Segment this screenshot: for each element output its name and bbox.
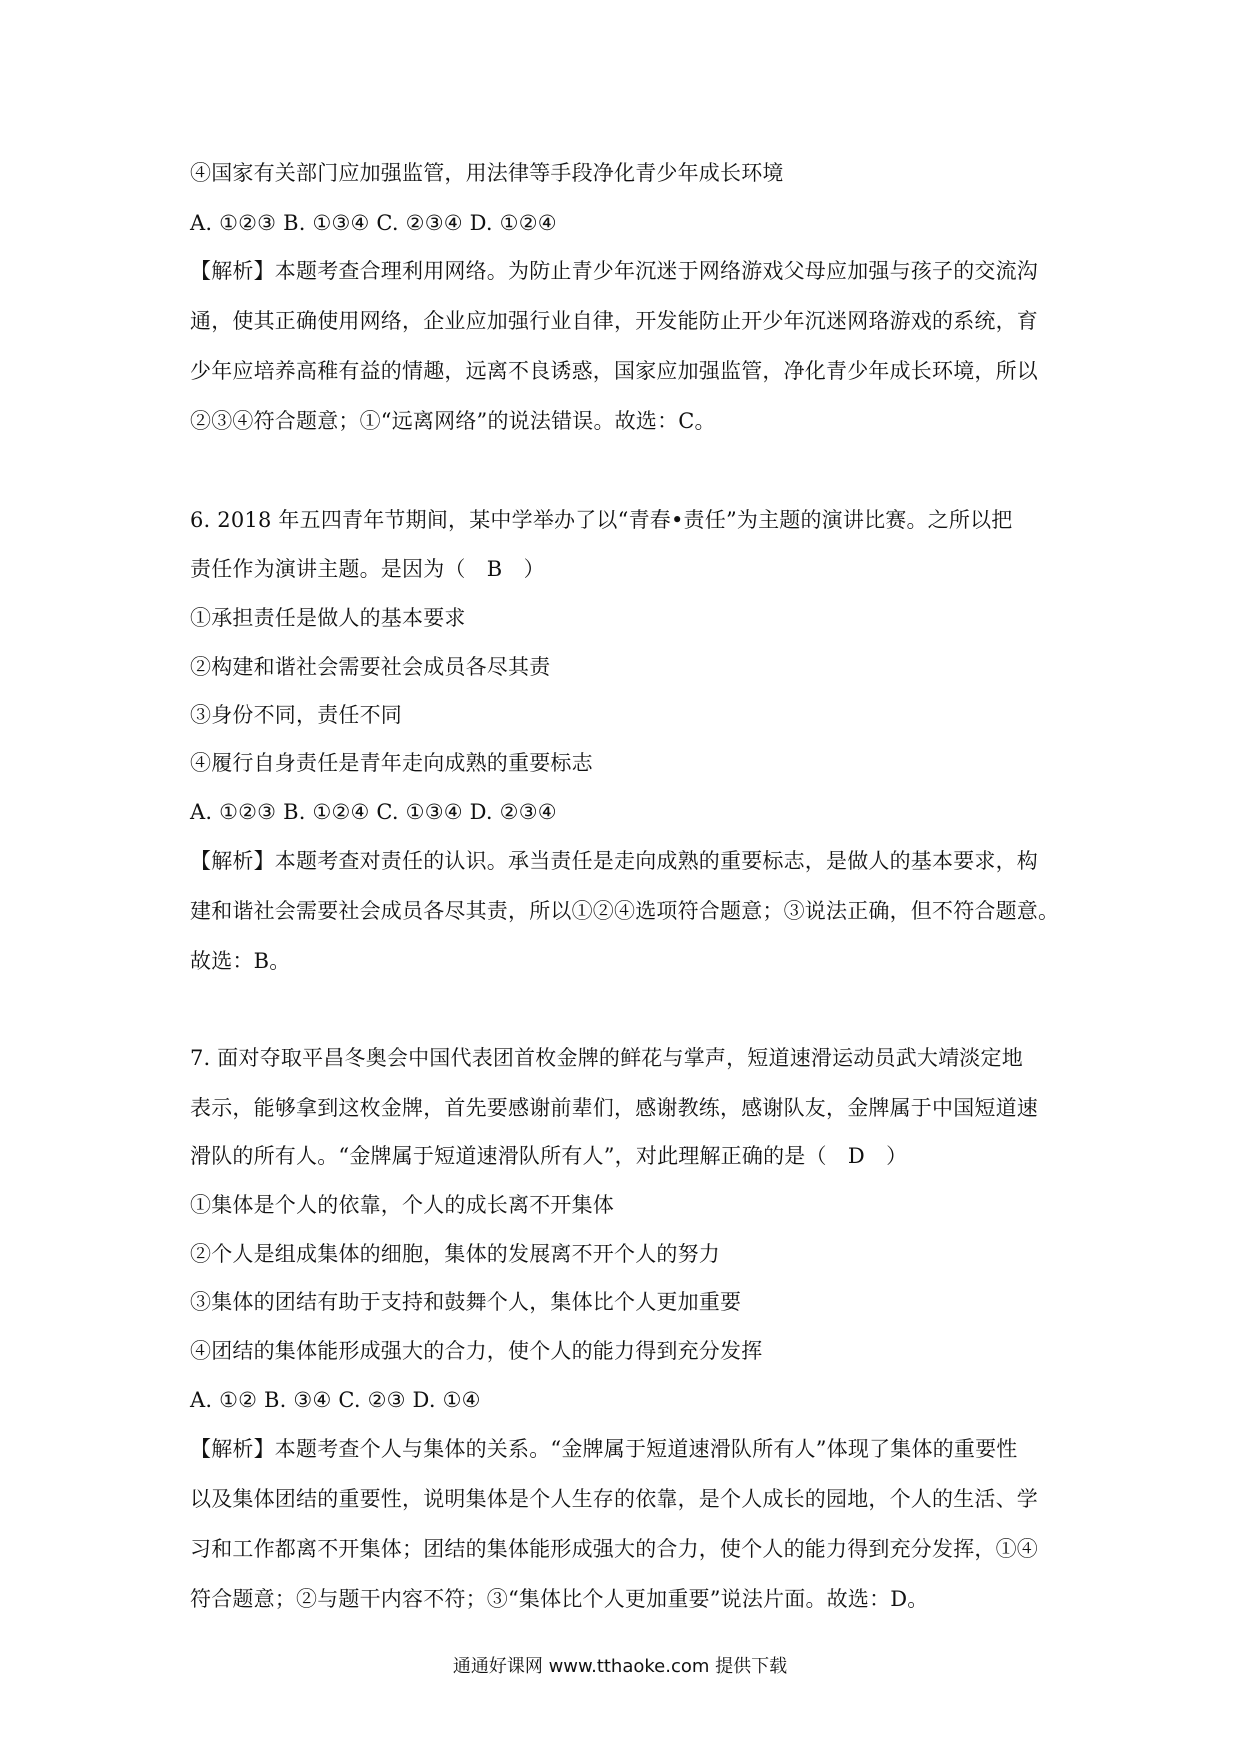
q7-analysis-line-3: 习和工作都离不开集体；团结的集体能形成强大的合力，使个人的能力得到充分发挥，①④ [190, 1537, 1038, 1561]
q7-option-2: ②个人是组成集体的细胞，集体的发展离不开个人的努力 [190, 1242, 720, 1266]
q6-option-4: ④履行自身责任是青年走向成熟的重要标志 [190, 751, 593, 775]
q7-analysis-line-4: 符合题意；②与题干内容不符；③“集体比个人更加重要”说法片面。故选：D。 [190, 1587, 929, 1611]
page-footer: 通通好课网 www.tthaoke.com 提供下载 [452, 1656, 788, 1677]
q7-option-4: ④团结的集体能形成强大的合力，使个人的能力得到充分发挥 [190, 1339, 763, 1363]
q5-analysis-line-1: 【解析】本题考查合理利用网络。为防止青少年沉迷于网络游戏父母应加强与孩子的交流沟 [190, 259, 1038, 283]
q6-stem-line-1: 6. 2018 年五四青年节期间，某中学举办了以“青春•责任”为主题的演讲比赛。之所以把 [190, 508, 1013, 532]
q5-analysis-line-3: 少年应培养高稚有益的情趣，远离不良诱惑，国家应加强监管，净化青少年成长环境，所以 [190, 359, 1038, 383]
q6-analysis-line-2: 建和谐社会需要社会成员各尽其责，所以①②④选项符合题意；③说法正确，但不符合题意。 [190, 899, 1060, 923]
q7-option-1: ①集体是个人的依靠，个人的成长离不开集体 [190, 1193, 614, 1217]
q7-stem-line-1: 7. 面对夺取平昌冬奥会中国代表团首枚金牌的鲜花与掌声，短道速滑运动员武大靖淡定地 [190, 1046, 1023, 1070]
q6-choices: A. ①②③ B. ①②④ C. ①③④ D. ②③④ [190, 800, 557, 824]
q7-choices: A. ①② B. ③④ C. ②③ D. ①④ [190, 1388, 481, 1412]
q6-stem-line-2: 责任作为演讲主题。是因为（ B ） [190, 557, 545, 581]
q6-analysis-line-1: 【解析】本题考查对责任的认识。承当责任是走向成熟的重要标志，是做人的基本要求，构 [190, 849, 1038, 873]
q7-analysis-line-2: 以及集体团结的重要性，说明集体是个人生存的依靠，是个人成长的园地，个人的生活、学 [190, 1487, 1038, 1511]
q6-option-3: ③身份不同，责任不同 [190, 703, 402, 727]
q6-analysis-line-3: 故选：B。 [190, 949, 291, 973]
q7-stem-line-2: 表示，能够拿到这枚金牌，首先要感谢前辈们，感谢教练，感谢队友，金牌属于中国短道速 [190, 1096, 1038, 1120]
q5-choices: A. ①②③ B. ①③④ C. ②③④ D. ①②④ [190, 211, 557, 235]
q7-stem-line-3: 滑队的所有人。“金牌属于短道速滑队所有人”，对此理解正确的是（ D ） [190, 1144, 908, 1168]
q7-option-3: ③集体的团结有助于支持和鼓舞个人，集体比个人更加重要 [190, 1290, 742, 1314]
q6-option-2: ②构建和谐社会需要社会成员各尽其责 [190, 655, 551, 679]
q7-analysis-line-1: 【解析】本题考查个人与集体的关系。“金牌属于短道速滑队所有人”体现了集体的重要性 [190, 1437, 1018, 1461]
q5-analysis-line-4: ②③④符合题意；①“远离网络”的说法错误。故选：C。 [190, 409, 716, 433]
q5-option-4: ④国家有关部门应加强监管，用法律等手段净化青少年成长环境 [190, 161, 784, 185]
q6-option-1: ①承担责任是做人的基本要求 [190, 606, 466, 630]
q5-analysis-line-2: 通，使其正确使用网络，企业应加强行业自律，开发能防止开少年沉迷网珞游戏的系统，育 [190, 309, 1038, 333]
